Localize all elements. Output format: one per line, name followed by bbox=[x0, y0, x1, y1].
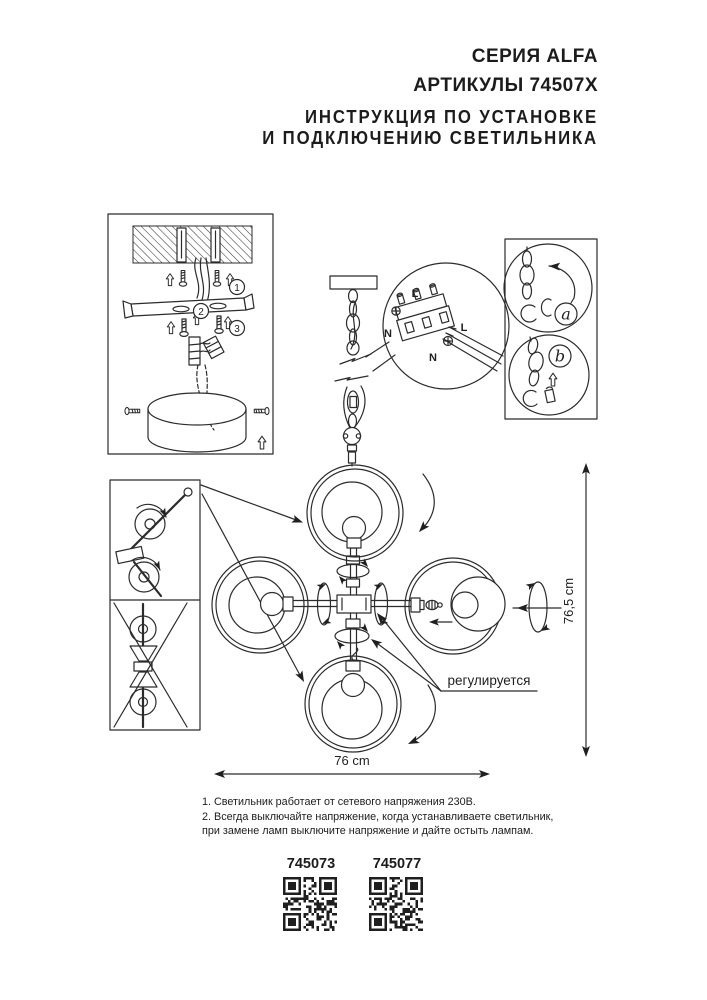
canopy bbox=[148, 393, 246, 425]
wire bbox=[195, 258, 199, 298]
socket bbox=[283, 597, 293, 611]
bracket-screw-right bbox=[215, 316, 223, 333]
svg-text:1: 1 bbox=[234, 282, 240, 294]
wire bbox=[206, 258, 209, 302]
arrow-up-icon bbox=[166, 274, 173, 286]
rotate-arrow-bottom bbox=[410, 685, 435, 743]
dimension-width bbox=[214, 753, 490, 778]
open-chain-link bbox=[541, 299, 551, 316]
ceiling-plate bbox=[330, 276, 377, 289]
swivel-joint bbox=[129, 562, 159, 592]
line-label-block: L bbox=[411, 288, 419, 300]
arrow-up-icon bbox=[167, 322, 174, 334]
rotate-arrow bbox=[549, 266, 575, 298]
shade-hole bbox=[452, 592, 478, 618]
detail-badge-b bbox=[549, 345, 571, 367]
chain-detail-box bbox=[504, 239, 597, 419]
globe-bottom bbox=[305, 656, 401, 752]
neutral-label-wire: N bbox=[429, 352, 437, 364]
header bbox=[237, 42, 598, 149]
qr-label: 745077 bbox=[372, 856, 422, 872]
arm-rod bbox=[129, 494, 186, 551]
line-label-wire: L bbox=[460, 322, 468, 334]
ceiling-mount-diagram bbox=[108, 214, 273, 454]
neutral-label-block: N bbox=[384, 328, 392, 340]
safety-notes bbox=[202, 795, 553, 839]
anchor-screw-right bbox=[213, 271, 221, 287]
ceiling-hatch bbox=[133, 226, 252, 263]
canopy-screw-right bbox=[254, 407, 269, 414]
qr-block-745073 bbox=[283, 856, 339, 931]
arm-connector bbox=[116, 546, 144, 563]
mounting-bracket bbox=[131, 298, 246, 316]
wire-connector bbox=[203, 336, 224, 358]
svg-text:b: b bbox=[554, 346, 566, 366]
ground-symbol bbox=[392, 307, 400, 315]
detail-badge-a bbox=[555, 303, 577, 325]
open-chain-link bbox=[523, 390, 537, 406]
instruction-title-line1: ИНСТРУКЦИЯ ПО УСТАНОВКЕ bbox=[305, 107, 598, 127]
canopy-screw-left bbox=[125, 407, 140, 414]
series-title: СЕРИЯ ALFA bbox=[471, 46, 598, 67]
detail-circle-a bbox=[504, 244, 592, 332]
svg-text:регулируется: регулируется bbox=[447, 673, 531, 688]
globe-right bbox=[405, 558, 505, 654]
chain-connector bbox=[544, 386, 555, 402]
lamp-bulb bbox=[426, 600, 442, 609]
svg-text:76 cm: 76 cm bbox=[334, 753, 370, 768]
arm-left bbox=[293, 601, 338, 607]
arrow-up-icon bbox=[258, 436, 266, 449]
socket bbox=[411, 598, 420, 612]
suspension-chain-diagram bbox=[330, 276, 377, 466]
dimension-height bbox=[561, 463, 590, 757]
bulb bbox=[261, 593, 284, 616]
qr-code bbox=[369, 877, 423, 931]
qr-code bbox=[283, 877, 337, 931]
articles-line: АРТИКУЛЫ 74507X bbox=[413, 75, 598, 96]
step-badge-3 bbox=[230, 321, 245, 336]
qr-block-745077 bbox=[369, 856, 425, 931]
note-line: 2. Всегда выключайте напряжение, когда устанавливаете светильник, bbox=[202, 810, 554, 823]
instruction-title-line2: И ПОДКЛЮЧЕНИЮ СВЕТИЛЬНИКА bbox=[262, 128, 598, 148]
svg-text:2: 2 bbox=[198, 306, 204, 318]
rotate-arrow-top bbox=[420, 474, 434, 531]
ground-symbol bbox=[444, 337, 453, 346]
svg-text:76,5 cm: 76,5 cm bbox=[561, 577, 576, 625]
wiring-detail bbox=[366, 263, 509, 389]
arrow-up-icon bbox=[549, 373, 557, 386]
step-badge-2 bbox=[194, 304, 209, 319]
bulb bbox=[343, 517, 366, 540]
open-chain-link bbox=[521, 305, 536, 322]
socket bbox=[347, 538, 361, 548]
bracket-screw-left bbox=[180, 319, 188, 336]
anchor-screw-left bbox=[179, 271, 187, 287]
svg-text:a: a bbox=[561, 304, 571, 324]
svg-text:3: 3 bbox=[234, 323, 240, 335]
note-line: 1. Светильник работает от сетевого напряжения 230В. bbox=[202, 796, 476, 808]
globe-top bbox=[307, 465, 403, 561]
swivel-joint bbox=[135, 509, 165, 539]
qr-label: 745073 bbox=[286, 856, 336, 872]
break-symbol bbox=[340, 354, 371, 364]
step-badge-1 bbox=[230, 280, 245, 295]
stem-top bbox=[351, 548, 357, 597]
bulb bbox=[342, 674, 365, 697]
chain-ball bbox=[344, 428, 361, 445]
note-line: при замене ламп выключите напряжение и дайте остыть лампам. bbox=[202, 825, 534, 838]
wire bbox=[200, 258, 203, 300]
break-symbol bbox=[335, 376, 368, 381]
socket bbox=[346, 661, 360, 671]
globe-left bbox=[212, 557, 308, 653]
rotation-indicator-right bbox=[513, 580, 561, 634]
detail-circle-b bbox=[509, 335, 589, 415]
